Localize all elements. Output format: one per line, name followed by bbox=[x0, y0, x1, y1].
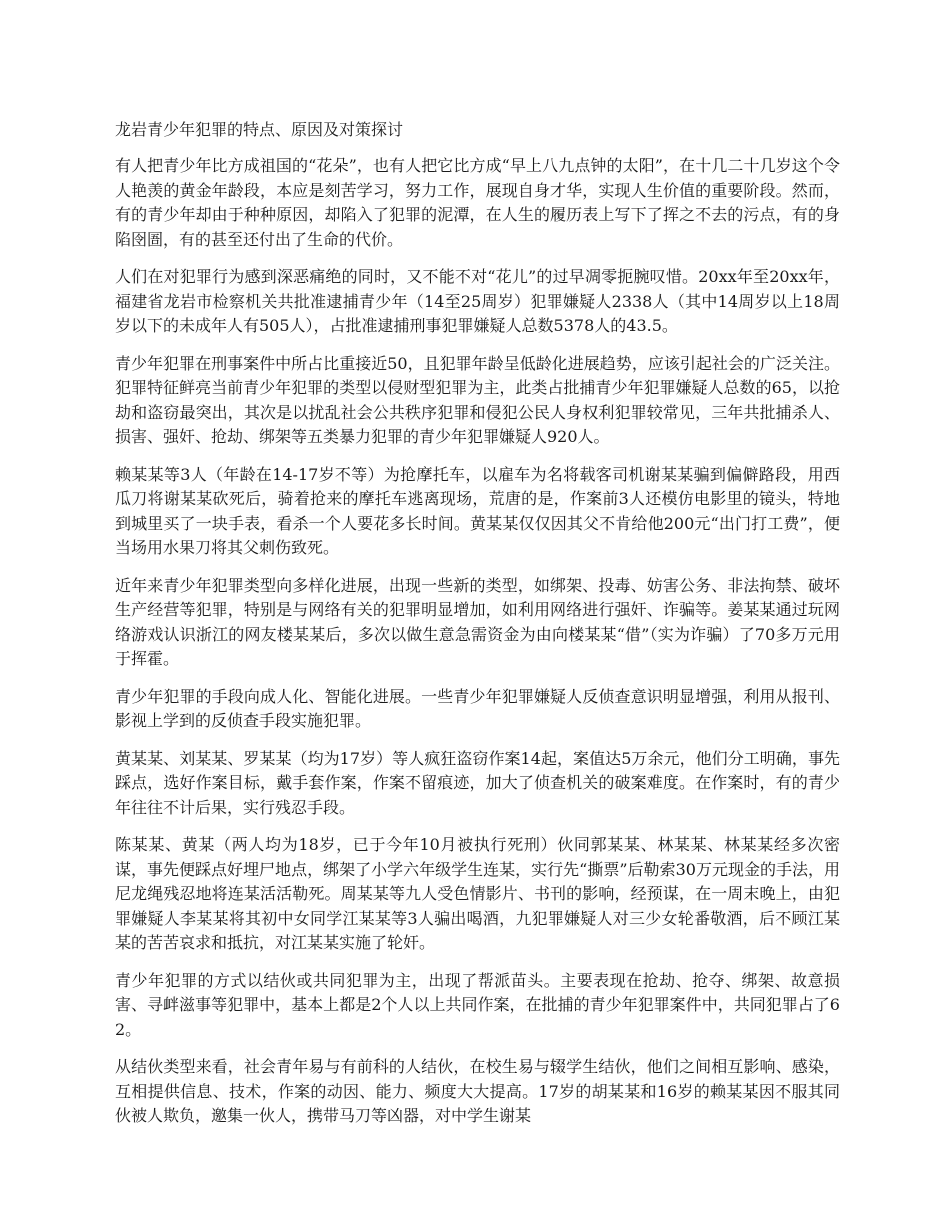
paragraph: 从结伙类型来看，社会青年易与有前科的人结伙，在校生易与辍学生结伙，他们之间相互影响、感染，互相提供信息、技术，作案的动因、能力、频度大大提高。17岁的胡某某和16岁的赖某某因不服其同伙被人欺负，邀集一伙人，携带马刀等凶器，对中学生谢某 bbox=[115, 1057, 840, 1125]
paragraph: 青少年犯罪的方式以结伙或共同犯罪为主，出现了帮派苗头。主要表现在抢劫、抢夺、绑架、故意损害、寻衅滋事等犯罪中，基本上都是2个人以上共同作案，在批捕的青少年犯罪案件中，共同犯罪占了62。 bbox=[115, 970, 840, 1039]
paragraph: 陈某某、黄某（两人均为18岁，已于今年10月被执行死刑）伙同郭某某、林某某、林某某经多次密谋，事先便踩点好埋尸地点，绑架了小学六年级学生连某，实行先“撕票”后勒索30万元现金的手法，用尼龙绳残忍地将连某活活勒死。周某某等九人受色情影片、书刊的影响，经预谋，在一周末晚上，由犯罪嫌疑人李某某将其初中女同学江某某等3人骗出喝酒，九犯罪嫌疑人对三少女轮番敬酒，后不顾江某某的苦苦哀求和抵抗，对江某某实施了轮奸。 bbox=[115, 835, 840, 952]
paragraph: 有人把青少年比方成祖国的“花朵”，也有人把它比方成“早上八九点钟的太阳”，在十几二十几岁这个令人艳羡的黄金年龄段，本应是刻苦学习，努力工作，展现自身才华，实现人生价值的重要阶段。然而，有的青少年却由于种种原因，却陷入了犯罪的泥潭，在人生的履历表上写下了挥之不去的污点，有的身陷囹圄，有的甚至还付出了生命的代价。 bbox=[115, 156, 840, 249]
document-title: 龙岩青少年犯罪的特点、原因及对策探讨 bbox=[115, 120, 404, 139]
paragraph: 人们在对犯罪行为感到深恶痛绝的同时，又不能不对“花儿”的过早凋零扼腕叹惜。20xx年至20xx年，福建省龙岩市检察机关共批准逮捕青少年（14至25周岁）犯罪嫌疑人2338人（其中14周岁以上18周岁以下的未成年人有505人），占批准逮捕刑事犯罪嫌疑人总数5378人的43.5。 bbox=[115, 267, 840, 335]
document-page bbox=[115, 118, 840, 1142]
paragraph: 赖某某等3人（年龄在14-17岁不等）为抢摩托车，以雇车为名将载客司机谢某某骗到偏僻路段，用西瓜刀将谢某某砍死后，骑着抢来的摩托车逃离现场，荒唐的是，作案前3人还模仿电影里的镜头，特地到城里买了一块手表，看杀一个人要花多长时间。黄某某仅仅因其父不肯给他200元“出门打工费”，便当场用水果刀将其父刺伤致死。 bbox=[115, 464, 840, 557]
paragraph: 黄某某、刘某某、罗某某（均为17岁）等人疯狂盗窃作案14起，案值达5万余元，他们分工明确，事先踩点，选好作案目标，戴手套作案，作案不留痕迹，加大了侦查机关的破案难度。在作案时，有的青少年往往不计后果，实行残忍手段。 bbox=[115, 748, 840, 817]
paragraph: 青少年犯罪的手段向成人化、智能化进展。一些青少年犯罪嫌疑人反侦查意识明显增强，利用从报刊、影视上学到的反侦查手段实施犯罪。 bbox=[115, 686, 840, 730]
paragraph: 近年来青少年犯罪类型向多样化进展，出现一些新的类型，如绑架、投毒、妨害公务、非法拘禁、破坏生产经营等犯罪，特别是与网络有关的犯罪明显增加，如利用网络进行强奸、诈骗等。姜某某通过玩网络游戏认识浙江的网友楼某某后，多次以做生意急需资金为由向楼某某“借”（实为诈骗）了70多万元用于挥霍。 bbox=[115, 575, 840, 668]
paragraph: 青少年犯罪在刑事案件中所占比重接近50，且犯罪年龄呈低龄化进展趋势，应该引起社会的广泛关注。犯罪特征鲜亮当前青少年犯罪的类型以侵财型犯罪为主，此类占批捕青少年犯罪嫌疑人总数的65，以抢劫和盗窃最突出，其次是以扰乱社会公共秩序犯罪和侵犯公民人身权利犯罪较常见，三年共批捕杀人、损害、强奸、抢劫、绑架等五类暴力犯罪的青少年犯罪嫌疑人920人。 bbox=[115, 353, 840, 446]
